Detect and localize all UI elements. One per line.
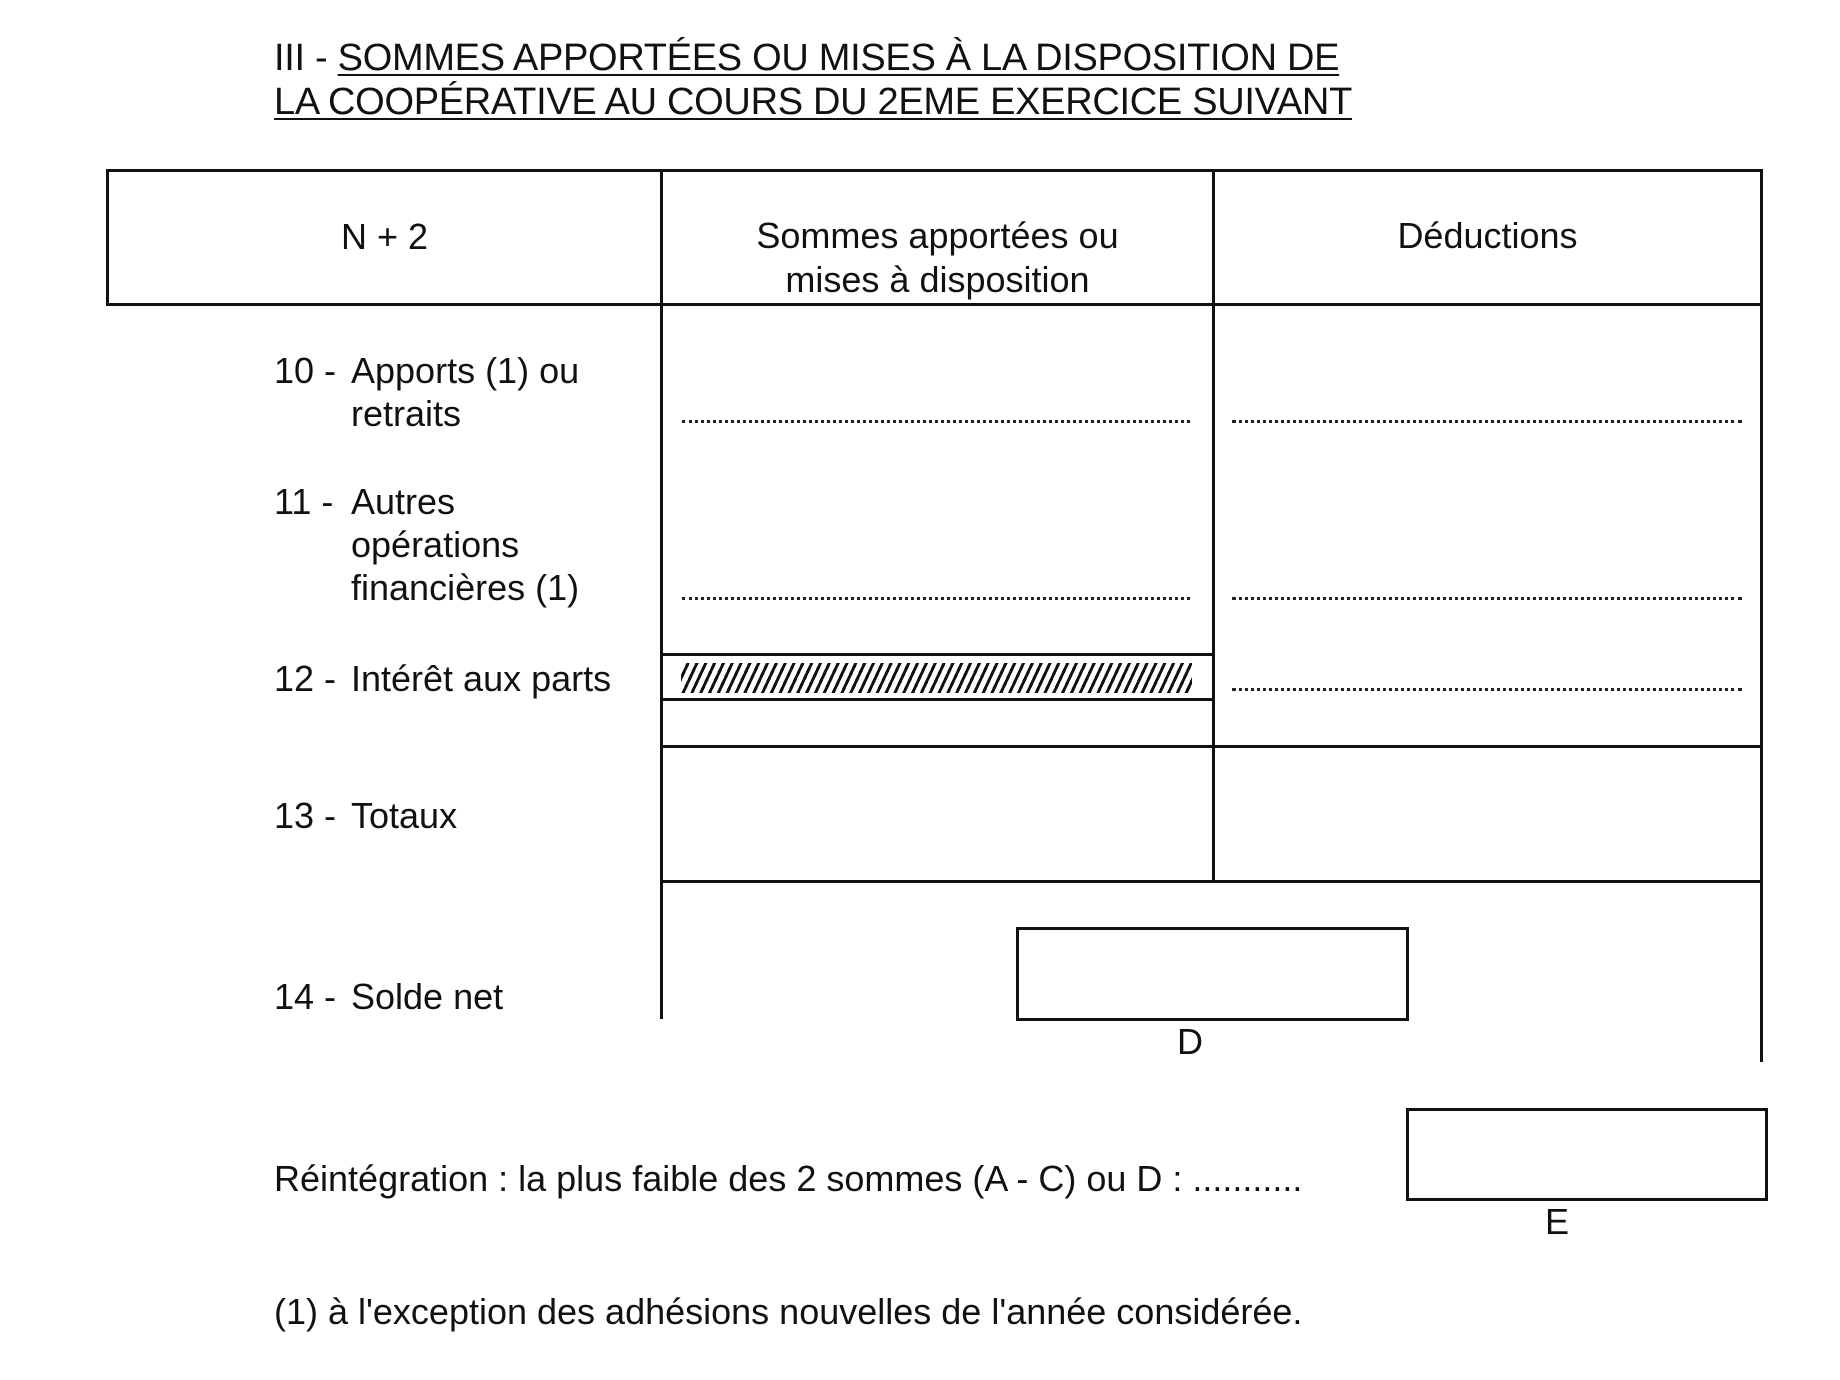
table-right-border xyxy=(1760,169,1763,1062)
totals-top-border xyxy=(660,745,1763,748)
column-divider-2 xyxy=(1212,169,1215,883)
section-title-line2 xyxy=(274,80,1352,124)
row-12-label: Intérêt aux parts xyxy=(351,658,612,699)
row-13-number: 13 - xyxy=(274,795,337,836)
reintegration-box[interactable] xyxy=(1406,1108,1768,1201)
row-10-number: 10 - xyxy=(274,350,337,391)
solde-net-box-label: D xyxy=(1177,1021,1203,1062)
totals-bottom-border xyxy=(660,880,1763,883)
section-title-text-1: SOMMES APPORTÉES OU MISES À LA DISPOSITION DE xyxy=(337,37,1340,79)
solde-net-box[interactable] xyxy=(1016,927,1409,1021)
section-title-line1 xyxy=(274,36,1339,80)
reintegration-text: Réintégration : la plus faible des 2 sommes (A - C) ou D : ........... xyxy=(274,1158,1303,1199)
row-14-label: Solde net xyxy=(351,976,504,1017)
row-14-number: 14 - xyxy=(274,976,337,1017)
row-11-label-line3: financières (1) xyxy=(351,567,580,608)
row-10-label-line2: retraits xyxy=(351,393,462,434)
row-12-hatched-cell xyxy=(681,663,1192,693)
header-sums-line1: Sommes apportées ou xyxy=(756,215,1119,256)
row-12-number: 12 - xyxy=(274,658,337,699)
row-11-deductions-field[interactable] xyxy=(1232,597,1742,600)
section-title-text-2: LA COOPÉRATIVE AU COURS DU 2EME EXERCICE SUIVANT xyxy=(274,81,1352,123)
header-sums-line2: mises à disposition xyxy=(785,259,1090,300)
row-11-label-line2: opérations xyxy=(351,524,520,565)
hatch-top-border xyxy=(660,653,1215,656)
row-11-label-line1: Autres xyxy=(351,481,456,522)
row-10-label-line1: Apports (1) ou xyxy=(351,350,580,391)
hatch-bottom-border xyxy=(660,698,1215,701)
header-bottom-border xyxy=(106,303,1763,306)
row-11-number: 11 - xyxy=(274,481,334,522)
table-top-border xyxy=(106,169,1763,172)
reintegration-box-label: E xyxy=(1544,1201,1569,1242)
section-number: III - xyxy=(274,37,338,79)
header-deductions: Déductions xyxy=(1397,215,1578,256)
row-10-sums-field[interactable] xyxy=(682,420,1190,423)
row-13-label: Totaux xyxy=(351,795,458,836)
row-11-sums-field[interactable] xyxy=(682,597,1190,600)
footnote: (1) à l'exception des adhésions nouvelles de l'année considérée. xyxy=(274,1291,1303,1332)
row-10-deductions-field[interactable] xyxy=(1232,420,1742,423)
header-period: N + 2 xyxy=(340,216,429,257)
row-12-deductions-field[interactable] xyxy=(1232,688,1742,691)
